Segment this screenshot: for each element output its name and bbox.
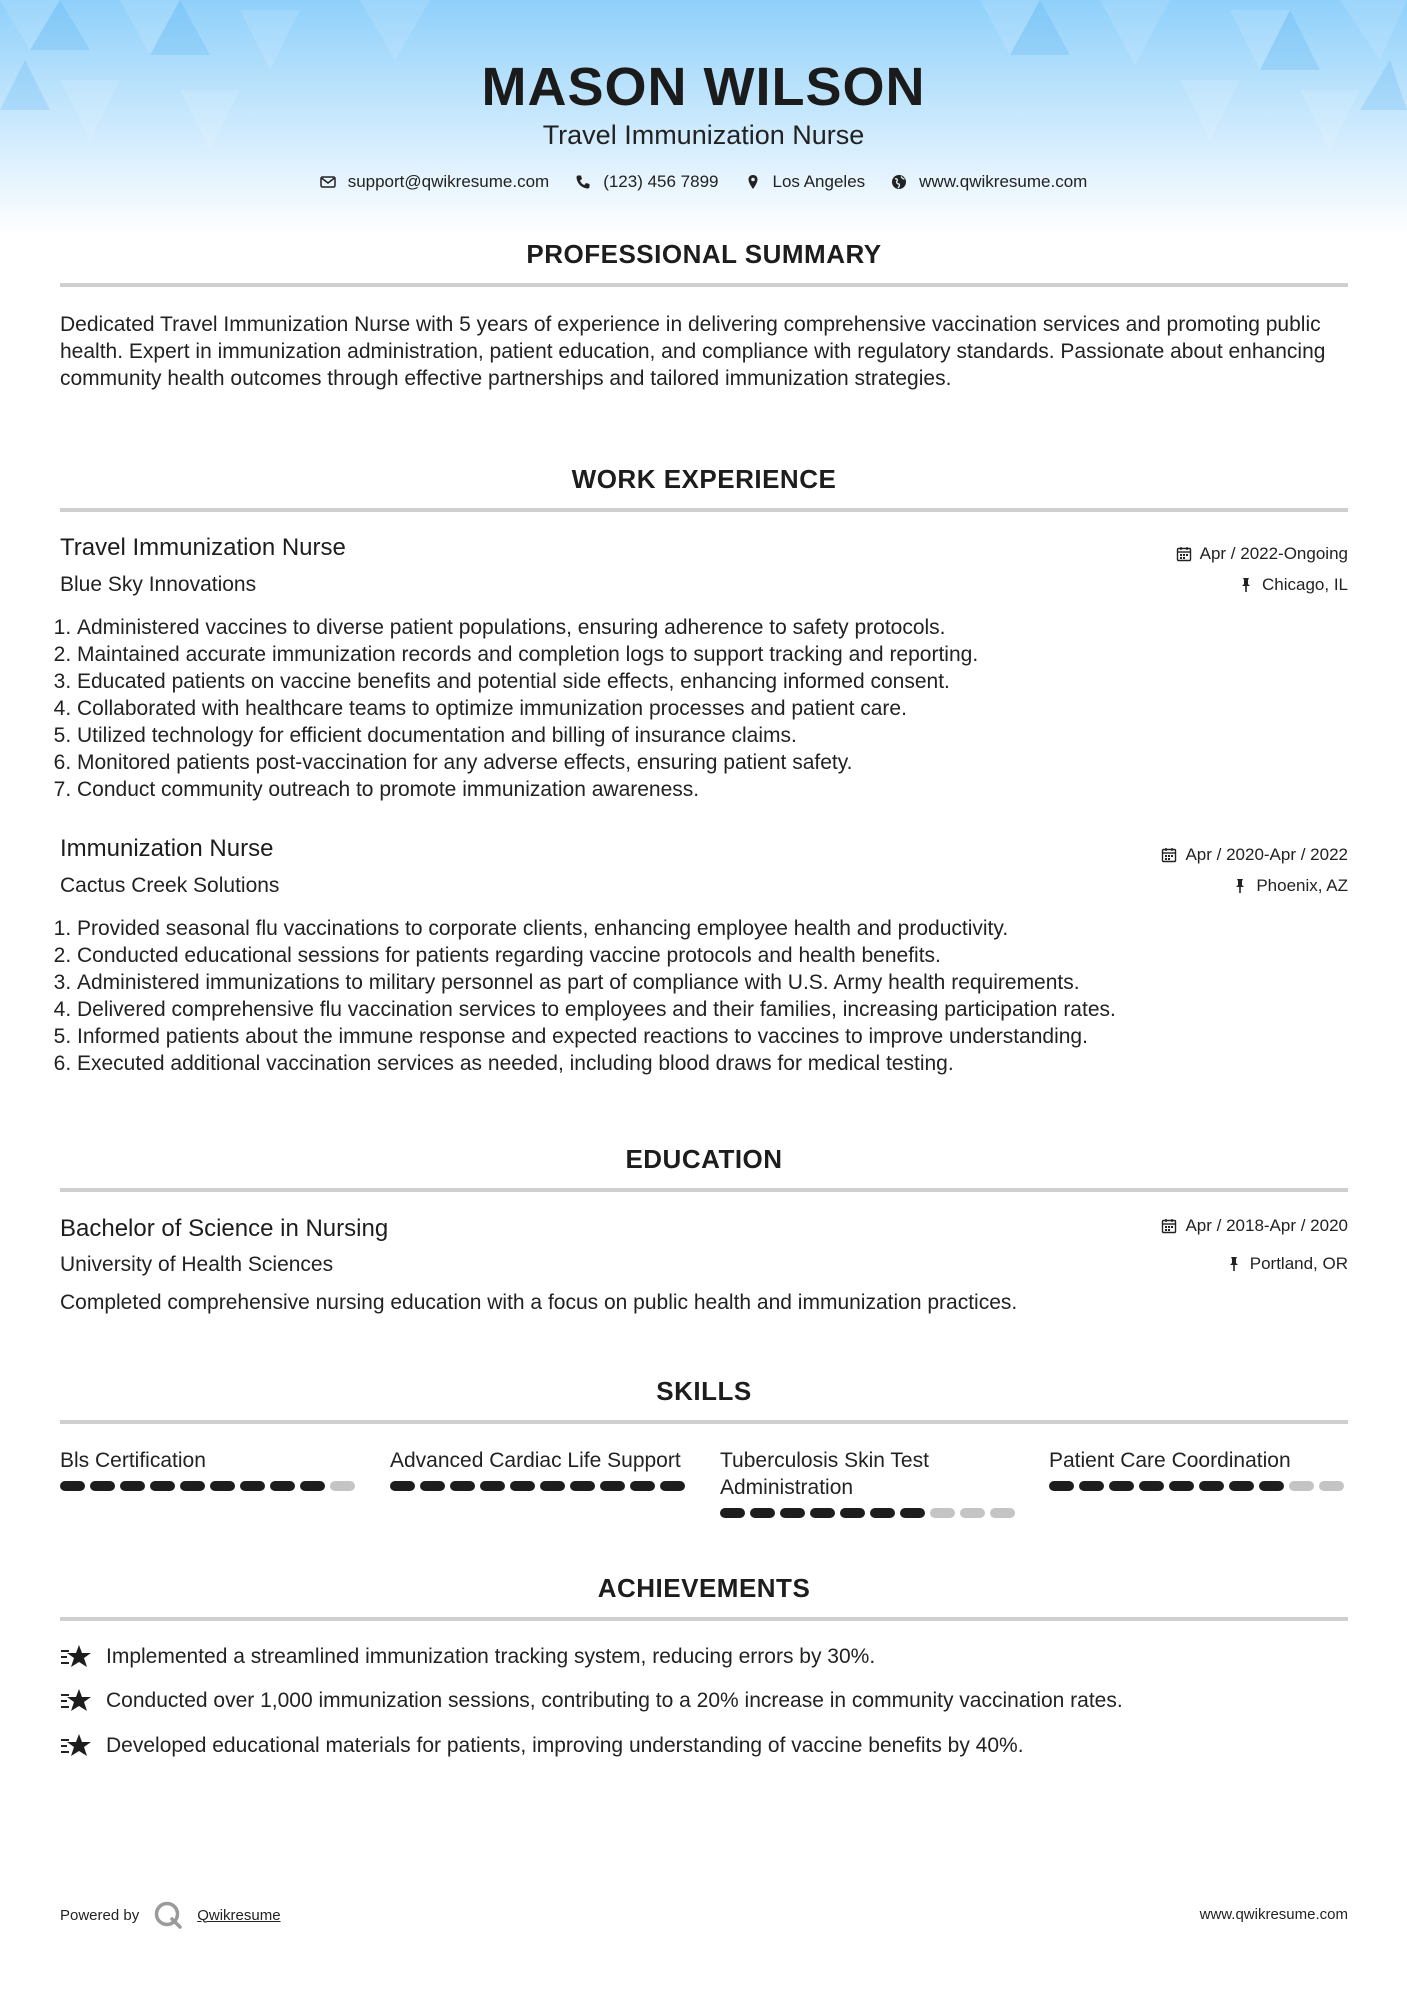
skill-segment-filled: [1139, 1481, 1164, 1491]
brand-link[interactable]: Qwikresume: [197, 1906, 281, 1924]
candidate-role: Travel Immunization Nurse: [542, 120, 865, 150]
skill-segment-empty: [1319, 1481, 1344, 1491]
experience-divider: [60, 508, 1348, 512]
education-heading: EDUCATION: [625, 1144, 783, 1174]
achievement-item: [60, 1688, 1123, 1714]
experience-heading: WORK EXPERIENCE: [571, 464, 837, 494]
contact-website[interactable]: [891, 172, 1087, 192]
contact-location: [745, 172, 866, 192]
skill-item: [720, 1447, 1020, 1518]
list-item: 3. Educated patients on vaccine benefits and potential side effects, enhancing informed consent.: [77, 668, 1367, 695]
skill-segment-filled: [810, 1508, 835, 1518]
skill-level-bar: [720, 1508, 1020, 1518]
degree-title: Bachelor of Science in Nursing: [60, 1215, 389, 1242]
envelope-icon: [320, 174, 336, 190]
map-pin-icon: [745, 174, 761, 190]
skill-segment-filled: [1229, 1481, 1254, 1491]
skill-level-bar: [60, 1481, 360, 1491]
education-divider: [60, 1188, 1348, 1192]
achievement-text: Conducted over 1,000 immunization sessions, contributing to a 20% increase in community vaccination rates.: [106, 1689, 1123, 1712]
star-icon: [60, 1733, 92, 1759]
job-company: Cactus Creek Solutions: [60, 874, 280, 897]
job-location: [1238, 575, 1348, 595]
skill-segment-filled: [660, 1481, 685, 1491]
list-item: 2. Maintained accurate immunization records and completion logs to support tracking and reporting.: [77, 641, 1367, 668]
star-icon: [60, 1644, 92, 1670]
resume-header: [0, 0, 1407, 235]
list-item: 4. Delivered comprehensive flu vaccination services to employees and their families, increasing participation rates.: [77, 996, 1367, 1023]
job-dates: [1176, 544, 1348, 564]
job-title: Immunization Nurse: [60, 835, 274, 862]
powered-by-label: Powered by: [60, 1906, 140, 1924]
list-item: 6. Monitored patients post-vaccination for any adverse effects, ensuring patient safety.: [77, 749, 1367, 776]
footer-website[interactable]: www.qwikresume.com: [1199, 1906, 1348, 1923]
skill-segment-filled: [1199, 1481, 1224, 1491]
skill-segment-filled: [420, 1481, 445, 1491]
achievement-text: Implemented a streamlined immunization tracking system, reducing errors by 30%.: [106, 1645, 876, 1668]
pin-icon: [1238, 577, 1254, 593]
achievement-text: Developed educational materials for patients, improving understanding of vaccine benefits by 40%.: [106, 1734, 1024, 1757]
email-text: support@qwikresume.com: [347, 172, 550, 191]
skill-segment-filled: [900, 1508, 925, 1518]
list-item: 7. Conduct community outreach to promote immunization awareness.: [77, 776, 1367, 803]
list-item: 2. Conducted educational sessions for patients regarding vaccine protocols and health benefits.: [77, 942, 1367, 969]
skill-segment-filled: [90, 1481, 115, 1491]
list-item: 5. Utilized technology for efficient documentation and billing of insurance claims.: [77, 722, 1367, 749]
job-dates-text: Apr / 2022-Ongoing: [1199, 544, 1348, 563]
skill-segment-filled: [390, 1481, 415, 1491]
qwikresume-logo-icon: [153, 1900, 183, 1930]
summary-text: Dedicated Travel Immunization Nurse with 5 years of experience in delivering comprehensive vaccination services and promoting public health. Expert in immunization administration, patient education, and compliance with regulatory standards. Passionate about enhancing community health outcomes through effective partnerships and tailored immunization strategies.: [60, 313, 1326, 390]
skill-segment-empty: [990, 1508, 1015, 1518]
skill-item: [1049, 1447, 1349, 1491]
skill-segment-filled: [1169, 1481, 1194, 1491]
skill-segment-filled: [60, 1481, 85, 1491]
skill-segment-filled: [1079, 1481, 1104, 1491]
job-company: Blue Sky Innovations: [60, 573, 257, 596]
skill-segment-filled: [150, 1481, 175, 1491]
skill-segment-empty: [930, 1508, 955, 1518]
skill-segment-filled: [600, 1481, 625, 1491]
skill-level-bar: [390, 1481, 690, 1491]
achievements-heading: ACHIEVEMENTS: [597, 1573, 811, 1603]
calendar-icon: [1161, 847, 1177, 863]
skill-segment-filled: [1049, 1481, 1074, 1491]
skill-name: Advanced Cardiac Life Support: [390, 1449, 681, 1472]
globe-icon: [891, 174, 907, 190]
skills-heading: SKILLS: [656, 1376, 752, 1406]
pin-icon: [1226, 1256, 1242, 1272]
job-location-text: Chicago, IL: [1262, 575, 1348, 594]
contact-phone[interactable]: [575, 172, 718, 192]
job-title: Travel Immunization Nurse: [60, 534, 346, 561]
calendar-icon: [1176, 546, 1192, 562]
list-item: 3. Administered immunizations to military personnel as part of compliance with U.S. Army health requirements.: [77, 969, 1367, 996]
school-name: University of Health Sciences: [60, 1253, 334, 1276]
website-text: www.qwikresume.com: [919, 172, 1088, 191]
education-dates: [1161, 1216, 1348, 1236]
contact-email[interactable]: [320, 172, 550, 192]
phone-text: (123) 456 7899: [603, 172, 719, 191]
calendar-icon: [1161, 1218, 1177, 1234]
summary-divider: [60, 283, 1348, 287]
list-item: 1. Administered vaccines to diverse patient populations, ensuring adherence to safety protocols.: [77, 614, 1367, 641]
summary-heading: PROFESSIONAL SUMMARY: [526, 239, 882, 269]
footer-branding: [60, 1900, 281, 1930]
skill-segment-filled: [750, 1508, 775, 1518]
skill-segment-filled: [630, 1481, 655, 1491]
pin-icon: [1232, 878, 1248, 894]
achievement-item: [60, 1733, 1024, 1759]
skill-segment-filled: [450, 1481, 475, 1491]
skill-segment-empty: [330, 1481, 355, 1491]
list-item: 5. Informed patients about the immune response and expected reactions to vaccines to improve understanding.: [77, 1023, 1367, 1050]
location-text: Los Angeles: [772, 172, 866, 191]
education-location: [1226, 1254, 1348, 1274]
list-item: 4. Collaborated with healthcare teams to optimize immunization processes and patient care.: [77, 695, 1367, 722]
job-responsibilities: [58, 614, 1367, 803]
skill-segment-filled: [1109, 1481, 1134, 1491]
skill-item: [390, 1447, 690, 1491]
job-responsibilities: [58, 915, 1367, 1077]
skill-segment-filled: [570, 1481, 595, 1491]
skill-name: Patient Care Coordination: [1049, 1449, 1291, 1472]
skill-item: [60, 1447, 360, 1491]
skill-segment-filled: [210, 1481, 235, 1491]
achievement-item: [60, 1644, 875, 1670]
contact-bar: [0, 172, 1407, 192]
skill-segment-filled: [840, 1508, 865, 1518]
skill-segment-filled: [720, 1508, 745, 1518]
skill-segment-filled: [780, 1508, 805, 1518]
skill-segment-filled: [870, 1508, 895, 1518]
candidate-name: MASON WILSON: [481, 57, 926, 117]
skill-segment-empty: [1289, 1481, 1314, 1491]
skill-segment-filled: [180, 1481, 205, 1491]
job-location: [1232, 876, 1348, 896]
skill-segment-empty: [960, 1508, 985, 1518]
skill-segment-filled: [270, 1481, 295, 1491]
job-location-text: Phoenix, AZ: [1256, 876, 1348, 895]
skill-segment-filled: [240, 1481, 265, 1491]
skill-name: Bls Certification: [60, 1449, 206, 1472]
job-dates: [1161, 845, 1348, 865]
star-icon: [60, 1688, 92, 1714]
list-item: 1. Provided seasonal flu vaccinations to corporate clients, enhancing employee health and productivity.: [77, 915, 1367, 942]
skill-segment-filled: [120, 1481, 145, 1491]
job-dates-text: Apr / 2020-Apr / 2022: [1185, 845, 1348, 864]
achievements-divider: [60, 1617, 1348, 1621]
skill-segment-filled: [1259, 1481, 1284, 1491]
list-item: 6. Executed additional vaccination services as needed, including blood draws for medical testing.: [77, 1050, 1367, 1077]
skills-divider: [60, 1420, 1348, 1424]
education-description: Completed comprehensive nursing education with a focus on public health and immunization practices.: [60, 1291, 1018, 1314]
education-location-text: Portland, OR: [1249, 1254, 1348, 1273]
phone-icon: [575, 174, 591, 190]
skill-level-bar: [1049, 1481, 1349, 1491]
education-dates-text: Apr / 2018-Apr / 2020: [1185, 1216, 1348, 1235]
skill-name: Tuberculosis Skin Test Administration: [720, 1449, 929, 1499]
skill-segment-filled: [480, 1481, 505, 1491]
skill-segment-filled: [540, 1481, 565, 1491]
skill-segment-filled: [300, 1481, 325, 1491]
skill-segment-filled: [510, 1481, 535, 1491]
